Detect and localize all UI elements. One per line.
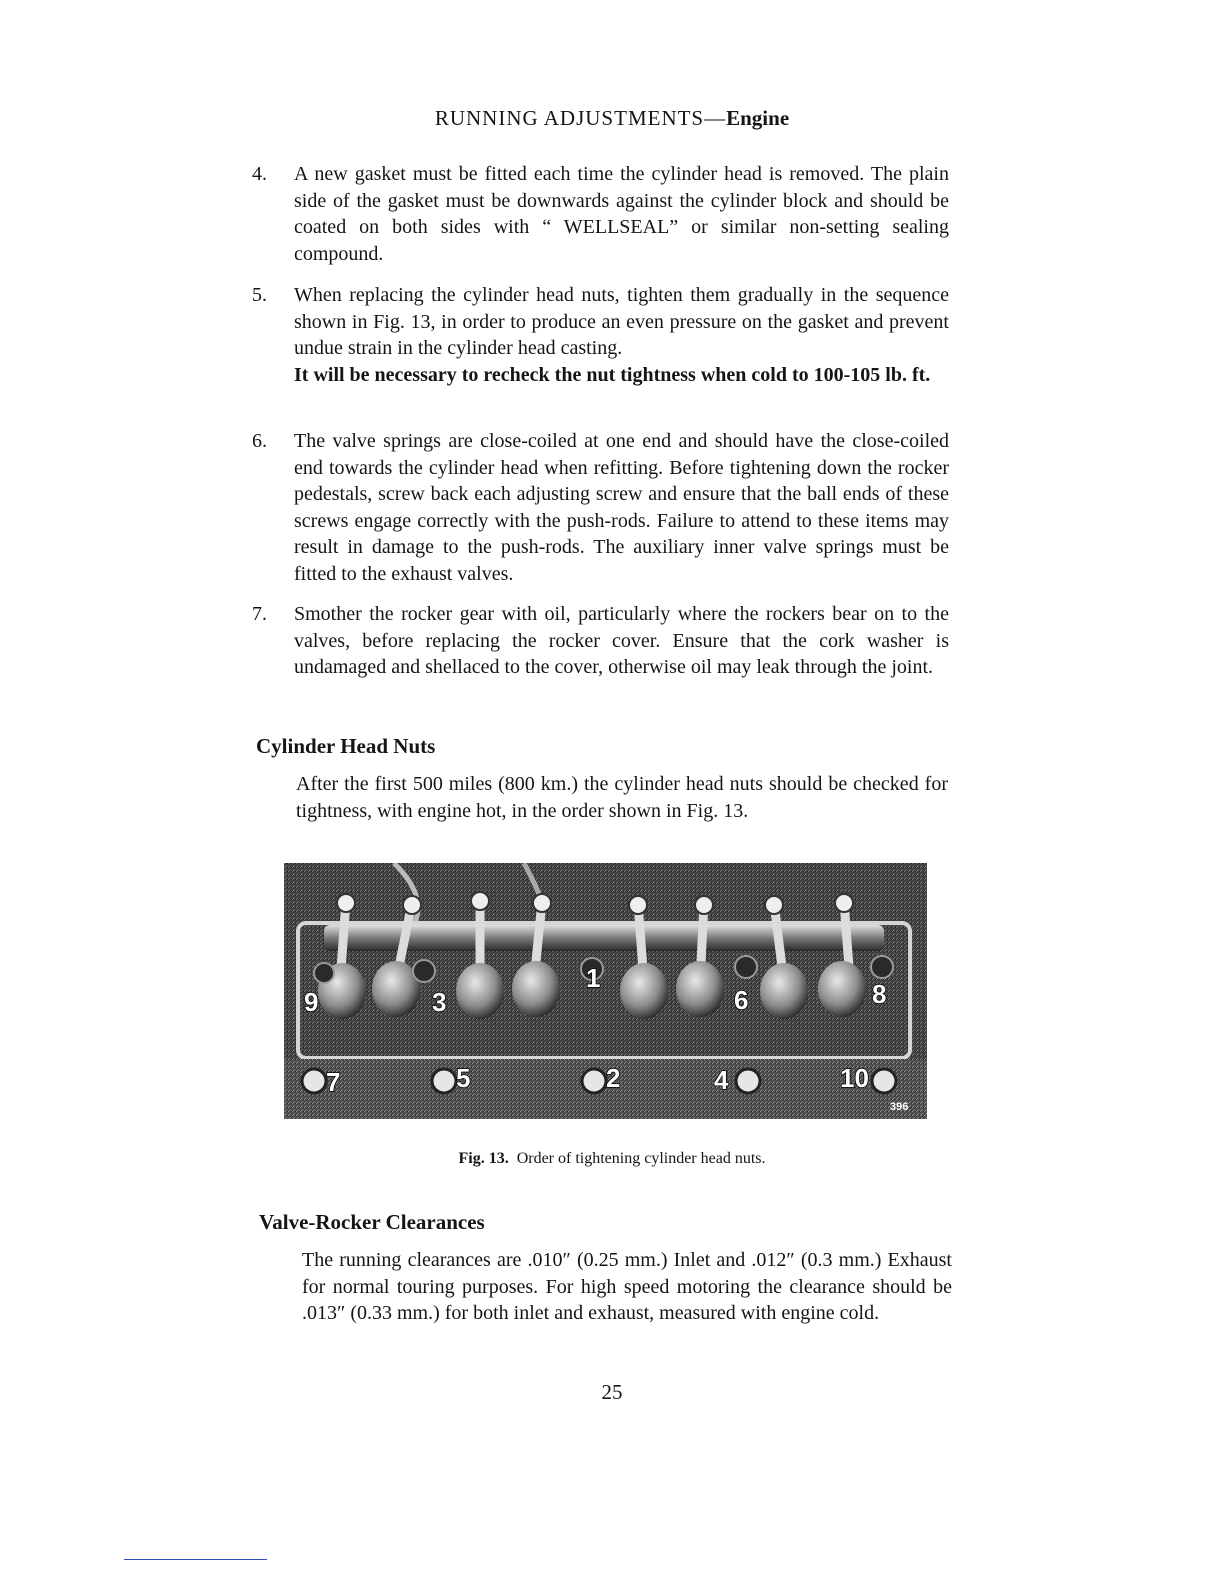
adjuster-nut: [765, 896, 783, 914]
order-label-lower: 10: [840, 1063, 869, 1093]
running-header: [0, 106, 1224, 131]
order-label-lower: 4: [714, 1065, 729, 1095]
head-nut: [872, 1069, 896, 1093]
order-label-upper: 6: [734, 985, 749, 1015]
adjuster-nut: [835, 894, 853, 912]
stud-well: [735, 956, 757, 978]
figure-label: Fig. 13.: [458, 1150, 509, 1167]
adjuster-nut: [695, 896, 713, 914]
valve-spring: [676, 961, 724, 1017]
section-heading-valve-rocker-clearances: Valve-Rocker Clearances: [259, 1210, 485, 1234]
valve-spring: [512, 961, 560, 1017]
item-number: 4.: [252, 163, 267, 185]
list-item-5: [252, 282, 952, 388]
figure-caption: [0, 1150, 1224, 1168]
valve-spring: [456, 963, 504, 1019]
figure-caption-text: Order of tightening cylinder head nuts.: [516, 1150, 766, 1167]
head-nut: [582, 1069, 606, 1093]
section-heading-cylinder-head-nuts: Cylinder Head Nuts: [256, 734, 436, 758]
list-item-7: [252, 601, 952, 681]
list-item-6: [252, 428, 952, 588]
order-label-lower: 5: [456, 1063, 471, 1093]
adjuster-nut: [403, 896, 421, 914]
valve-spring: [620, 963, 668, 1019]
order-label-upper: 8: [872, 979, 887, 1009]
item-text: When replacing the cylinder head nuts, tighten them gradually in the sequence shown in Fig. 13, in order to produce an even pressure on the gasket and prevent undue strain in the cylinder head casting.: [294, 284, 949, 360]
order-label-upper: 9: [304, 987, 319, 1017]
adjuster-nut: [629, 896, 647, 914]
order-label-upper: 3: [432, 987, 447, 1017]
valve-spring: [818, 961, 866, 1017]
cylinder-head-illustration: [284, 863, 927, 1119]
head-nut: [302, 1069, 326, 1093]
stud-well: [314, 963, 334, 983]
footnote-rule: [124, 1559, 267, 1560]
order-label-lower: 2: [606, 1063, 621, 1093]
head-nut: [432, 1069, 456, 1093]
stud-well: [871, 956, 893, 978]
plate-number: 396: [890, 1101, 909, 1113]
item-bold-note: It will be necessary to recheck the nut tightness when cold to 100-105 lb. ft.: [294, 363, 931, 386]
header-title: RUNNING ADJUSTMENTS: [434, 106, 705, 130]
stud-well: [413, 960, 435, 982]
item-number: 5.: [252, 284, 267, 306]
item-text: The valve springs are close-coiled at one end and should have the close-coiled end towards the cylinder head when refitting. Before tightening down the rocker pedestals, screw back each adjusting screw and ensure that the ball ends of these screws engage correctly with the push-rods. Failure to attend to these items may result in damage to the push-rods. The auxiliary inner valve springs must be fitted to the exhaust valves.: [294, 430, 949, 585]
adjuster-nut: [337, 894, 355, 912]
item-text: A new gasket must be fitted each time the cylinder head is removed. The plain side of the gasket must be downwards against the cylinder block and should be coated on both sides with “ WELLSEAL” or similar non-setting sealing compound.: [294, 163, 949, 265]
section-text-valve-rocker-clearances: The running clearances are .010″ (0.25 mm.) Inlet and .012″ (0.3 mm.) Exhaust for normal touring purposes. For high speed motoring the clearance should be .013″ (0.33 mm.) for both inlet and exhaust, measured with engine cold.: [302, 1249, 952, 1325]
cylinder-head-photo: [284, 863, 927, 1119]
head-nut: [736, 1069, 760, 1093]
item-number: 7.: [252, 603, 267, 625]
adjuster-nut: [471, 892, 489, 910]
page-number: 25: [601, 1380, 623, 1404]
header-dash: —: [704, 106, 727, 130]
adjuster-nut: [533, 894, 551, 912]
order-label-lower: 7: [326, 1067, 341, 1097]
order-label-upper: 1: [586, 963, 601, 993]
header-subtitle: Engine: [726, 106, 790, 130]
item-number: 6.: [252, 430, 267, 452]
valve-spring: [760, 963, 808, 1019]
item-text-container: [294, 282, 949, 388]
item-text: Smother the rocker gear with oil, particularly where the rockers bear on to the valves, before replacing the rocker cover. Ensure that the cork washer is undamaged and shellaced to the cover, otherwise oil may leak through the joint.: [294, 603, 949, 679]
section-text-cylinder-head-nuts: After the first 500 miles (800 km.) the cylinder head nuts should be checked for tightness, with engine hot, in the order shown in Fig. 13.: [296, 773, 948, 822]
list-item-4: [252, 161, 952, 267]
